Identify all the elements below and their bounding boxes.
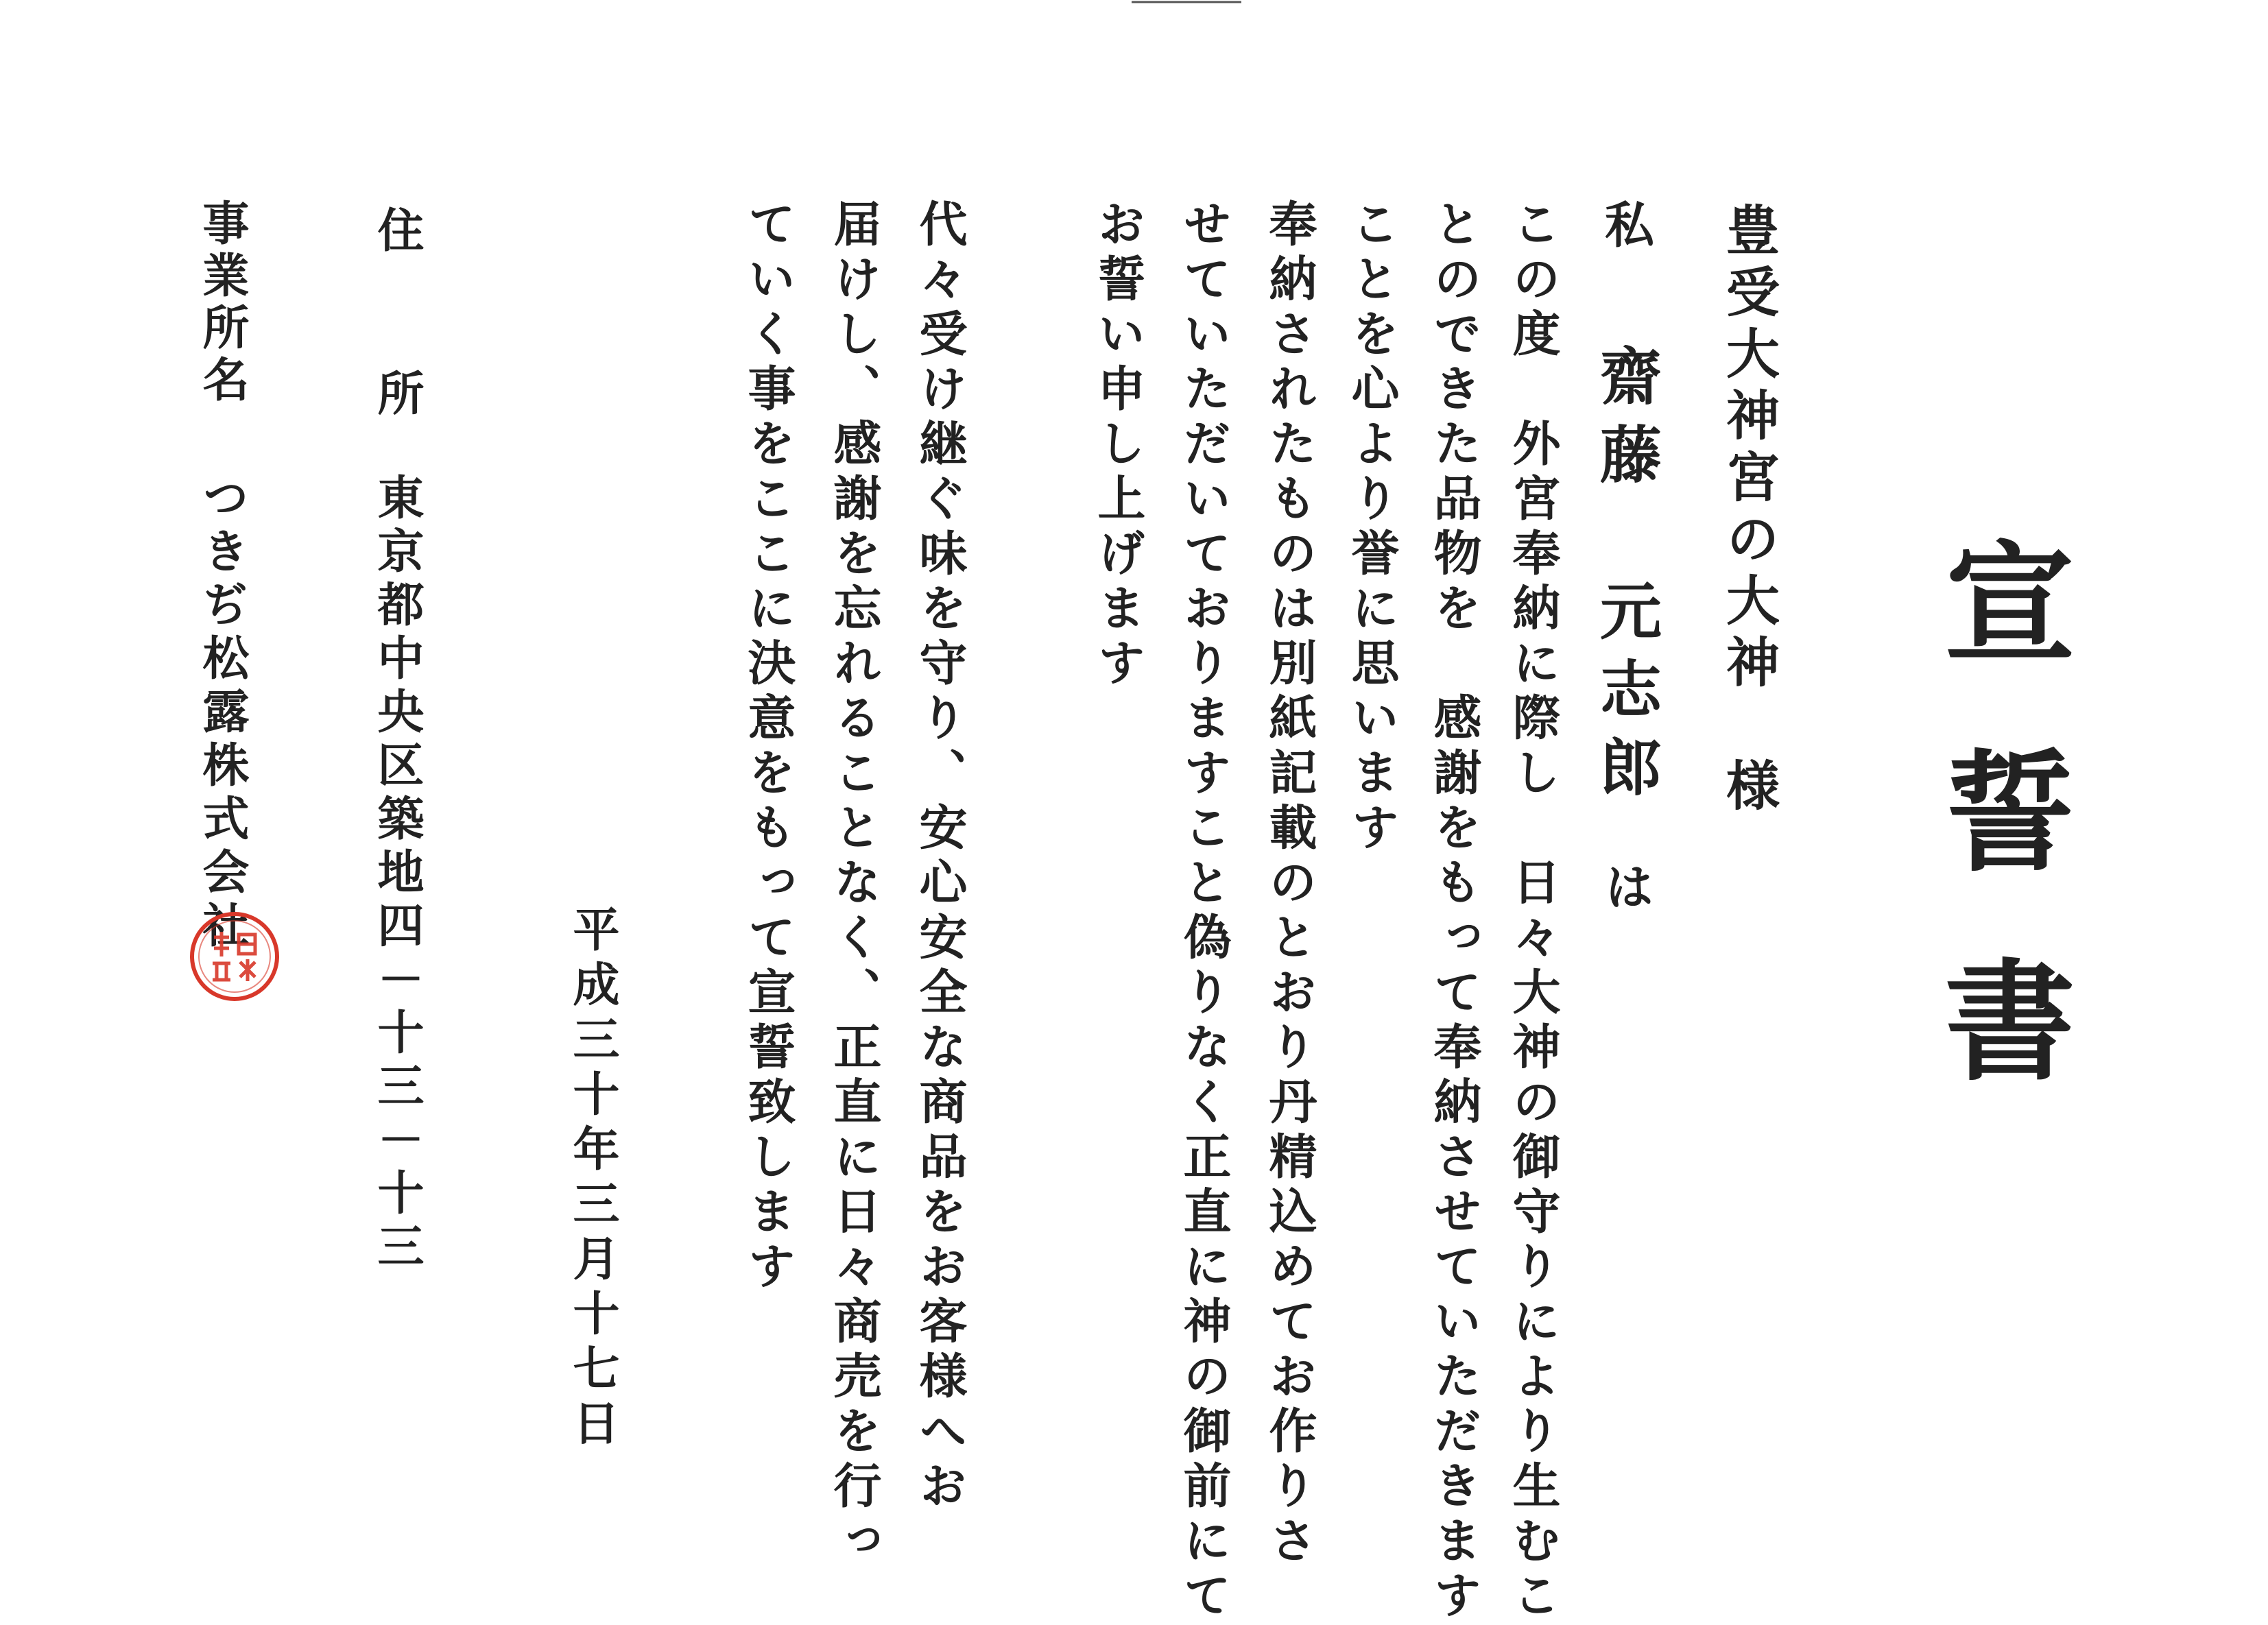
company-seal-icon	[187, 908, 283, 1004]
declarant-prefix: 私	[1597, 199, 1655, 248]
body-line: この度 外宮奉納に際し 日々大神の御守りにより生むこ	[1505, 199, 1562, 1625]
body-line: お誓い申し上げます	[1090, 199, 1147, 693]
body-line: ことを心より誉に思います	[1344, 199, 1400, 857]
declarant-line	[1589, 199, 1662, 911]
addressee: 豊受大神宮の大神 様	[1717, 202, 1780, 819]
document-title: 宣誓書	[1923, 535, 2076, 1162]
declarant-particle: は	[1597, 861, 1655, 911]
address-label	[370, 206, 425, 416]
body-line: とのできた品物を 感謝をもって奉納させていただきます	[1426, 199, 1483, 1625]
date: 平成三十年三月十七日	[565, 905, 620, 1454]
business-value: つきぢ松露株式会社	[195, 473, 250, 954]
address-label-1: 住	[370, 206, 425, 252]
body-line: ていく事をここに決意をもって宣誓致します	[740, 199, 797, 1296]
body-line: 届けし、感謝を忘れることなく、正直に日々商売を行っ	[826, 199, 883, 1570]
business-label: 事業所名	[195, 199, 250, 407]
declarant-name: 齋藤 元志郎	[1589, 344, 1662, 813]
address-label-2: 所	[370, 369, 425, 416]
body-line: 代々受け継ぐ味を守り、安心安全な商品をお客様へお	[911, 199, 968, 1515]
scan-mark	[1132, 0, 1241, 4]
body-line: 奉納されたものは別紙記載のとおり丹精込めてお作りさ	[1261, 199, 1318, 1570]
body-line: せていただいておりますこと偽りなく正直に神の御前にて	[1175, 199, 1232, 1625]
address-value: 東京都中央区築地四－十三－十三	[370, 473, 425, 1275]
